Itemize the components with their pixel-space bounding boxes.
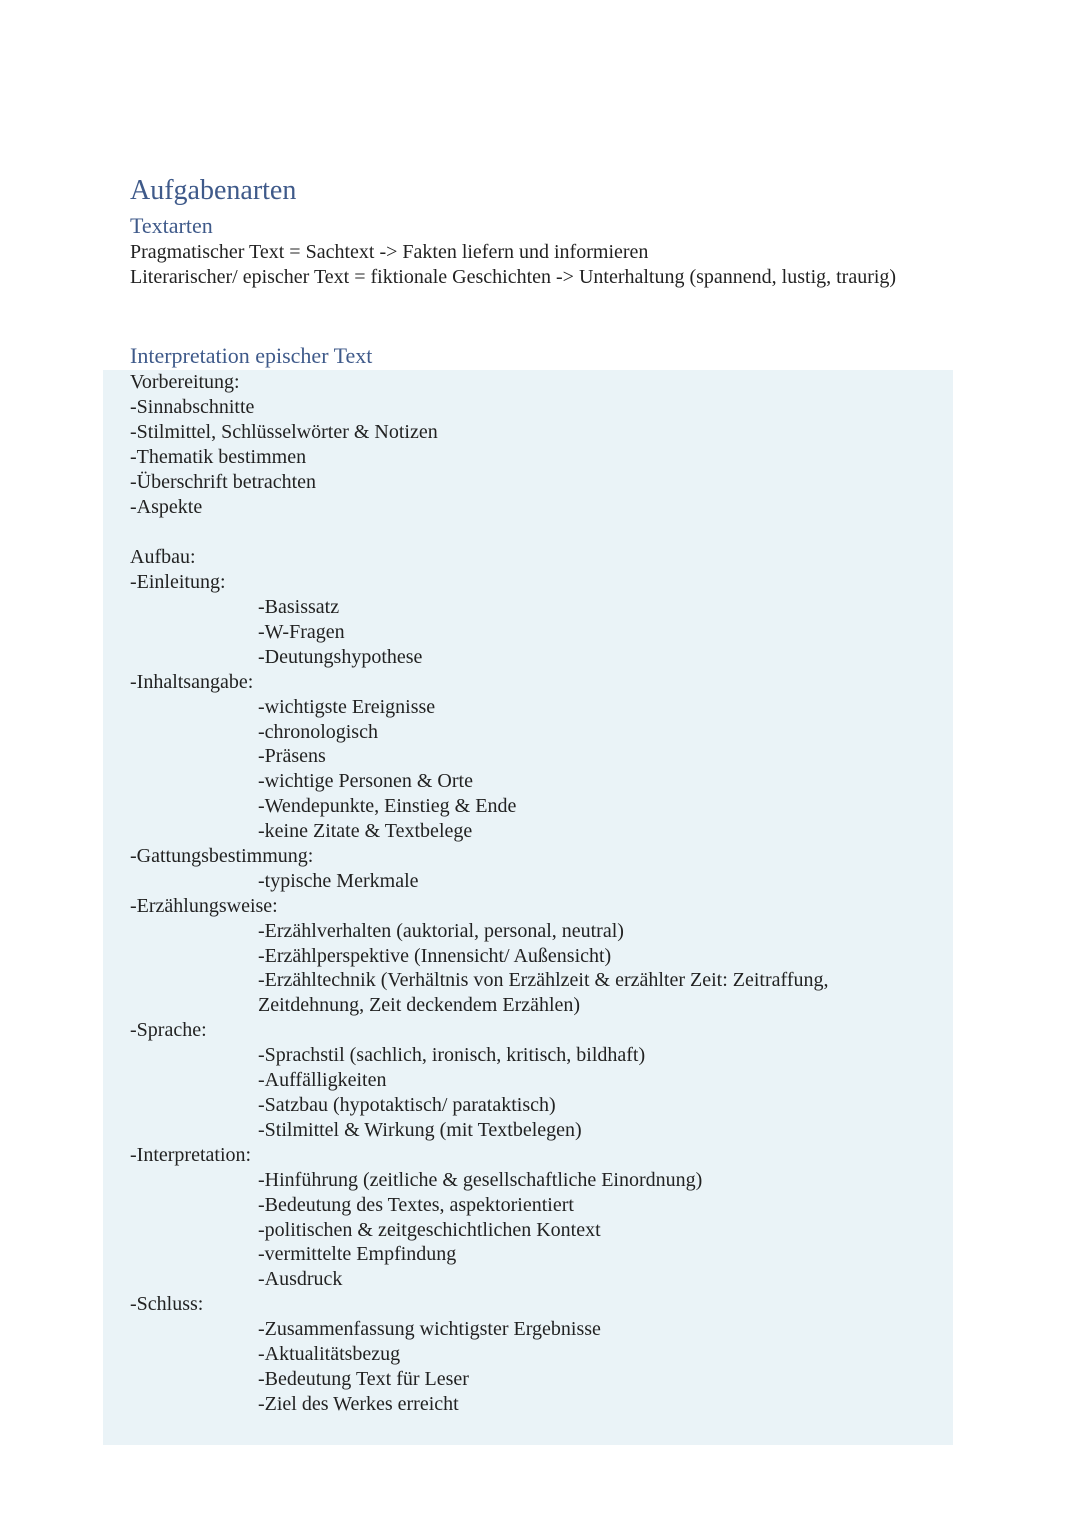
list-item: -Ziel des Werkes erreicht — [258, 1393, 459, 1415]
list-item: -Stilmittel, Schlüsselwörter & Notizen — [130, 421, 438, 443]
einleitung-label: -Einleitung: — [130, 571, 226, 593]
list-item: -Aktualitätsbezug — [258, 1343, 401, 1365]
textarten-line-1: Pragmatischer Text = Sachtext -> Fakten liefern und informieren — [130, 241, 649, 263]
heading-textarten: Textarten — [130, 213, 213, 238]
list-item: -Erzählverhalten (auktorial, personal, neutral) — [258, 920, 624, 942]
list-item: -W-Fragen — [258, 621, 345, 643]
list-item: -Überschrift betrachten — [130, 471, 317, 493]
list-item: -politischen & zeitgeschichtlichen Kontext — [258, 1219, 601, 1241]
sprache-label: -Sprache: — [130, 1019, 207, 1041]
list-item: -Präsens — [258, 745, 326, 767]
list-item: -Auffälligkeiten — [258, 1069, 387, 1091]
list-item: -wichtigste Ereignisse — [258, 696, 436, 718]
vorbereitung-label: Vorbereitung: — [130, 371, 240, 393]
list-item: -Thematik bestimmen — [130, 446, 307, 468]
list-item: -Erzählperspektive (Innensicht/ Außensicht) — [258, 945, 612, 967]
list-item: -wichtige Personen & Orte — [258, 770, 473, 792]
list-item: -Hinführung (zeitliche & gesellschaftliche Einordnung) — [258, 1169, 703, 1191]
inhaltsangabe-label: -Inhaltsangabe: — [130, 671, 254, 693]
list-item: -Aspekte — [130, 496, 203, 518]
list-item: -Bedeutung des Textes, aspektorientiert — [258, 1194, 574, 1216]
list-item: -Ausdruck — [258, 1268, 343, 1290]
textarten-line-2: Literarischer/ epischer Text = fiktionale Geschichten -> Unterhaltung (spannend, lustig, traurig) — [130, 266, 897, 288]
list-item: -Stilmittel & Wirkung (mit Textbelegen) — [258, 1119, 582, 1141]
list-item: -Wendepunkte, Einstieg & Ende — [258, 795, 517, 817]
list-item: -keine Zitate & Textbelege — [258, 820, 473, 842]
list-item: -vermittelte Empfindung — [258, 1243, 457, 1265]
list-item: -Zusammenfassung wichtigster Ergebnisse — [258, 1318, 601, 1340]
list-item: -Deutungshypothese — [258, 646, 423, 668]
list-item: -Erzähltechnik (Verhältnis von Erzählzeit & erzählter Zeit: Zeitraffung, Zeitdehnung, Zeit deckendem Erzählen) — [258, 969, 829, 1016]
list-item: -Bedeutung Text für Leser — [258, 1368, 469, 1390]
heading-interpretation: Interpretation epischer Text — [130, 343, 373, 368]
aufbau-label: Aufbau: — [130, 546, 196, 568]
list-item: -Sprachstil (sachlich, ironisch, kritisch, bildhaft) — [258, 1044, 646, 1066]
interpretation-label: -Interpretation: — [130, 1144, 252, 1166]
schluss-label: -Schluss: — [130, 1293, 204, 1315]
gattung-label: -Gattungsbestimmung: — [130, 845, 314, 867]
list-item: -typische Merkmale — [258, 870, 419, 892]
list-item: -Sinnabschnitte — [130, 396, 255, 418]
page-title: Aufgabenarten — [130, 175, 297, 206]
list-item: -chronologisch — [258, 721, 378, 743]
erzaehlungsweise-label: -Erzählungsweise: — [130, 895, 278, 917]
list-item: -Satzbau (hypotaktisch/ parataktisch) — [258, 1094, 556, 1116]
list-item: -Basissatz — [258, 596, 340, 618]
